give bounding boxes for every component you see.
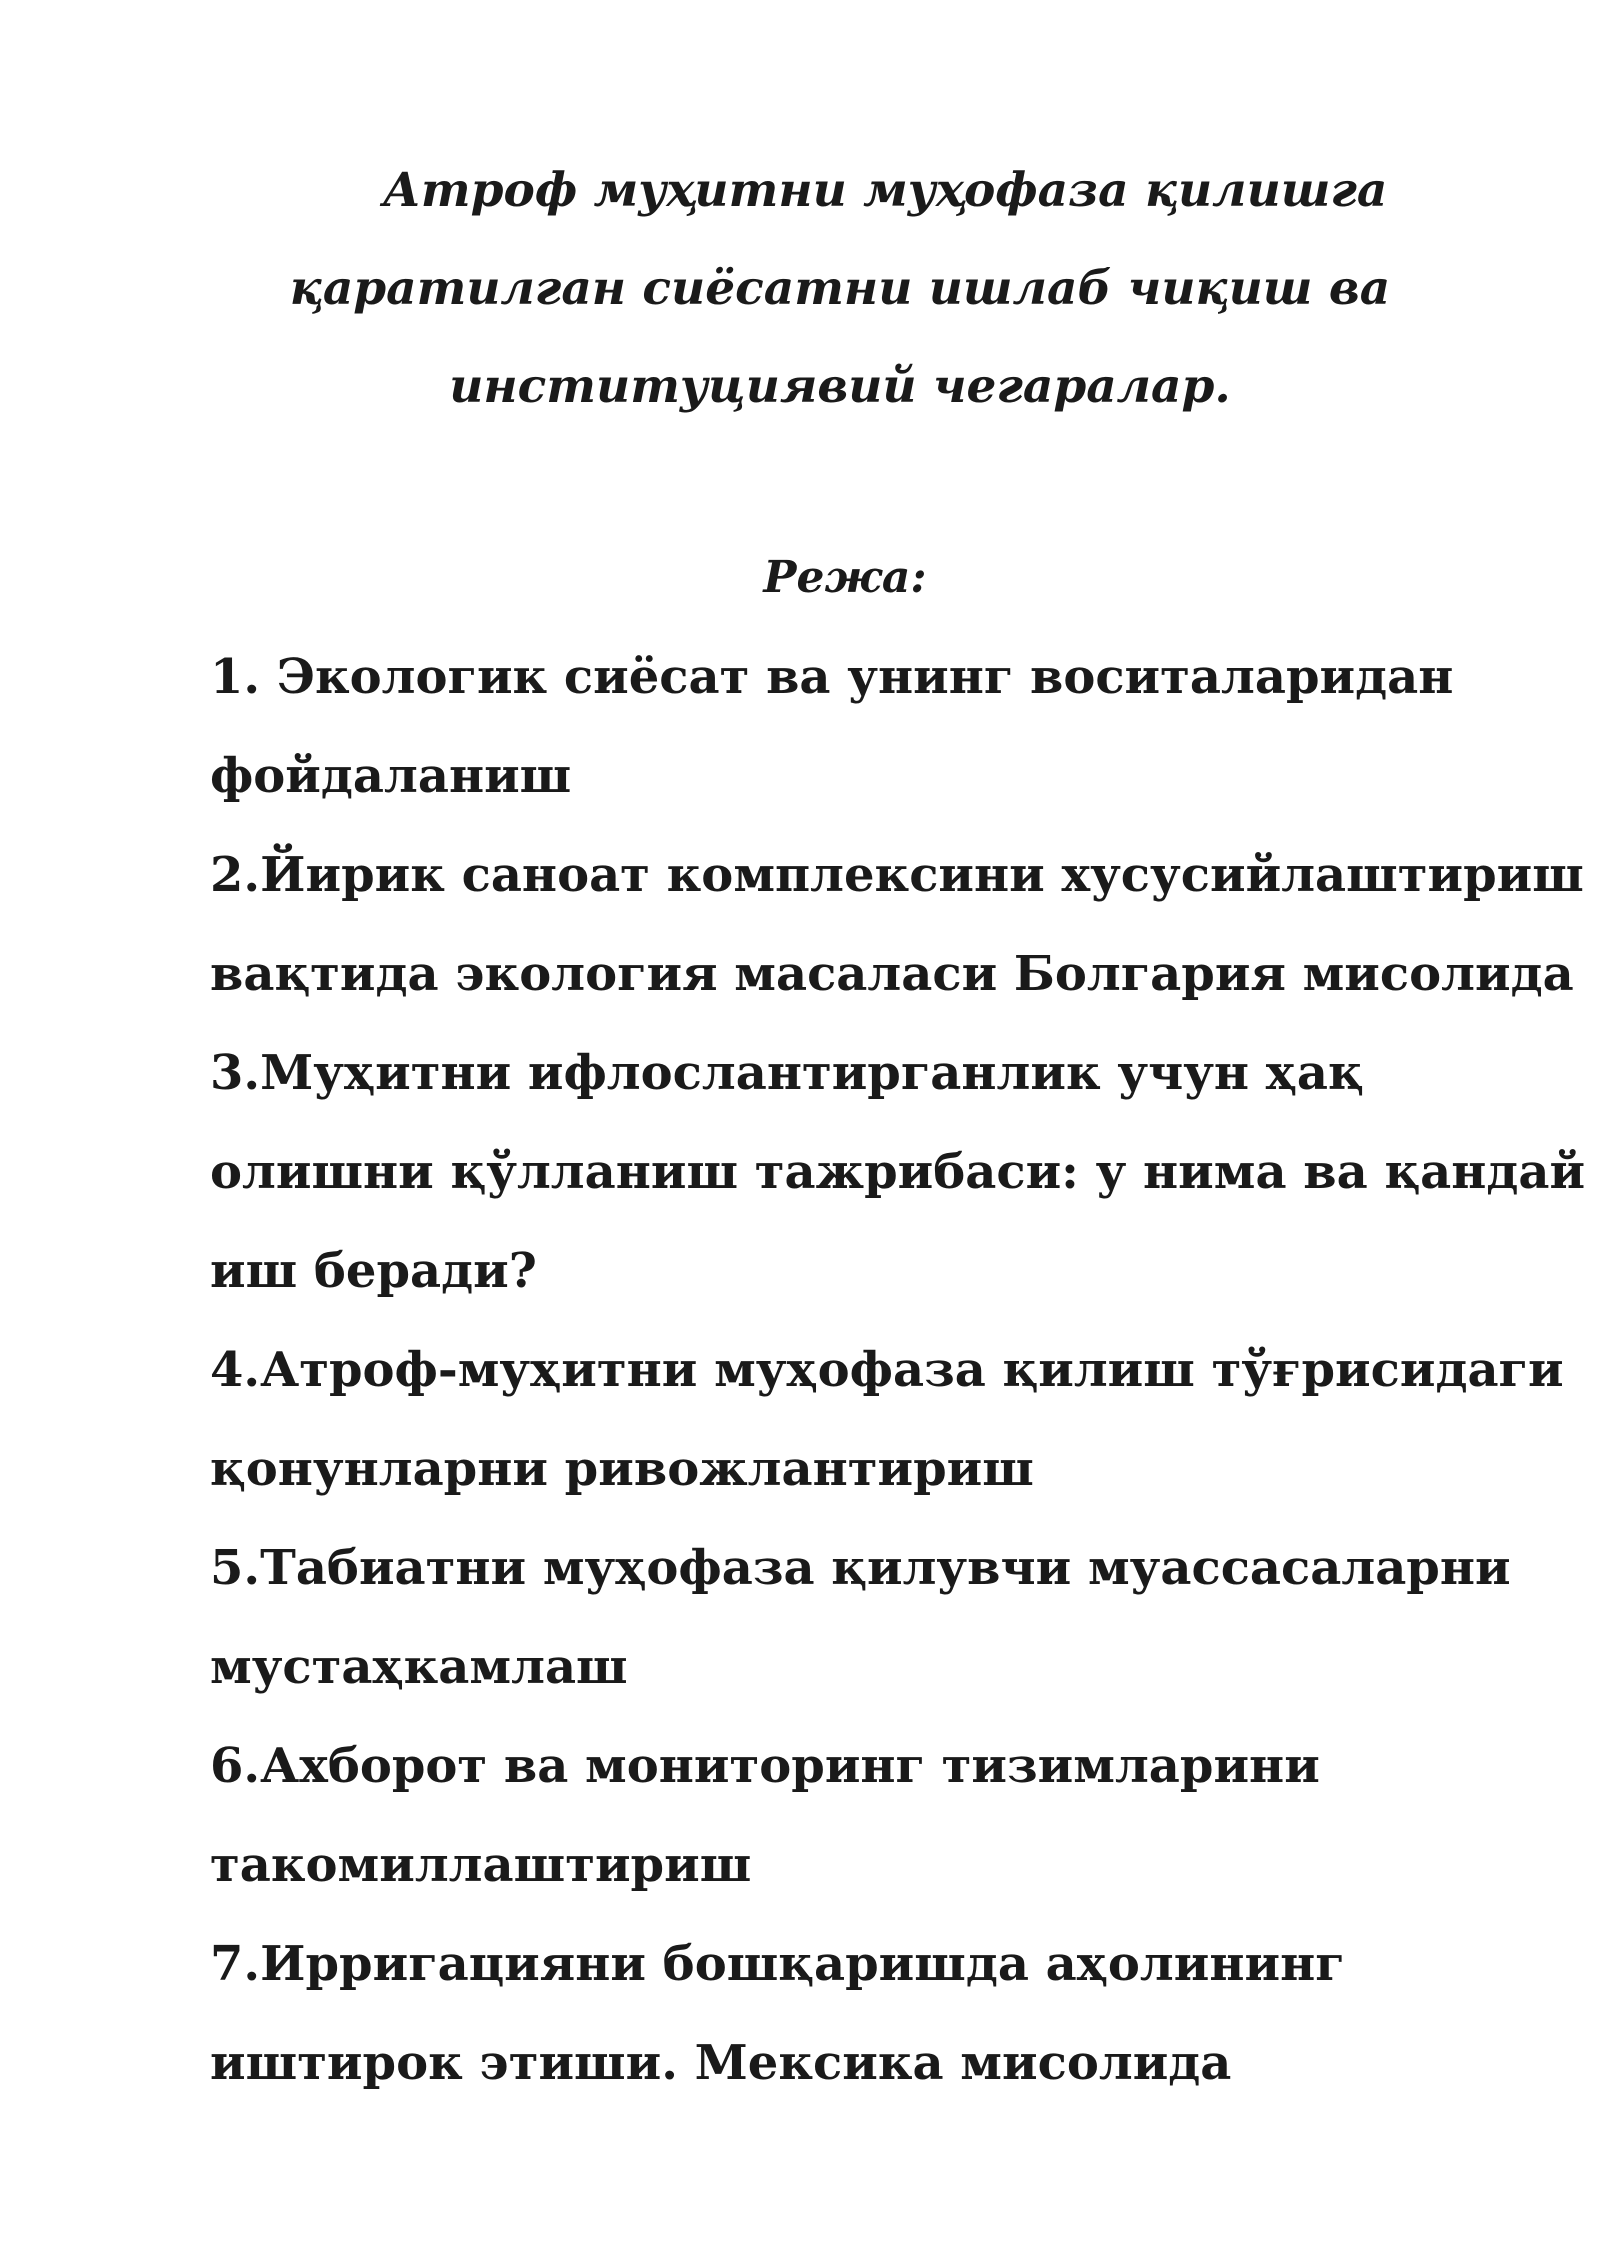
plan-item-line: такомиллаштириш: [210, 1837, 752, 1893]
plan-item-line: олишни қўлланиш тажрибаси: у нима ва қандай: [210, 1144, 1586, 1200]
plan-item-line: 3.Муҳитни ифлослантирганлик учун ҳақ: [210, 1045, 1364, 1101]
plan-item-line: мустаҳкамлаш: [210, 1639, 628, 1695]
document-title: [260, 142, 1420, 436]
plan-heading: Режа:: [763, 552, 927, 603]
plan-item-6: [210, 1717, 1510, 1915]
title-line: Атроф муҳитни муҳофаза қилишга: [382, 163, 1388, 218]
plan-item-line: 5.Табиатни муҳофаза қилувчи муассасаларни: [210, 1540, 1511, 1596]
plan-item-1: [210, 628, 1510, 826]
plan-item-line: иштирок этиши. Мексика мисолида: [210, 2035, 1232, 2091]
plan-item-line: 2.Йирик саноат комплексини хусусийлаштириш: [210, 847, 1584, 903]
title-line: қаратилган сиёсатни ишлаб чиқиш ва: [289, 261, 1391, 316]
plan-item-line: фойдаланиш: [210, 748, 572, 804]
plan-item-line: 6.Ахборот ва мониторинг тизимларини: [210, 1738, 1320, 1794]
plan-list: [210, 628, 1586, 2113]
plan-item-5: [210, 1519, 1510, 1717]
plan-item-line: 7.Ирригацияни бошқаришда аҳолининг: [210, 1936, 1345, 1992]
plan-item-line: вақтида экология масаласи Болгария мисолида: [210, 946, 1574, 1002]
plan-item-3: [210, 1024, 1586, 1321]
plan-item-2: [210, 826, 1584, 1024]
plan-item-4: [210, 1321, 1564, 1519]
title-line: институциявий чегаралар.: [449, 359, 1231, 414]
plan-item-line: қонунларни ривожлантириш: [210, 1441, 1034, 1497]
plan-item-7: [210, 1915, 1510, 2113]
plan-item-line: 1. Экологик сиёсат ва унинг воситаларидан: [210, 649, 1454, 705]
plan-item-line: иш беради?: [210, 1243, 537, 1299]
plan-item-line: 4.Атроф-муҳитни муҳофаза қилиш тўғрисидаги: [210, 1342, 1564, 1398]
